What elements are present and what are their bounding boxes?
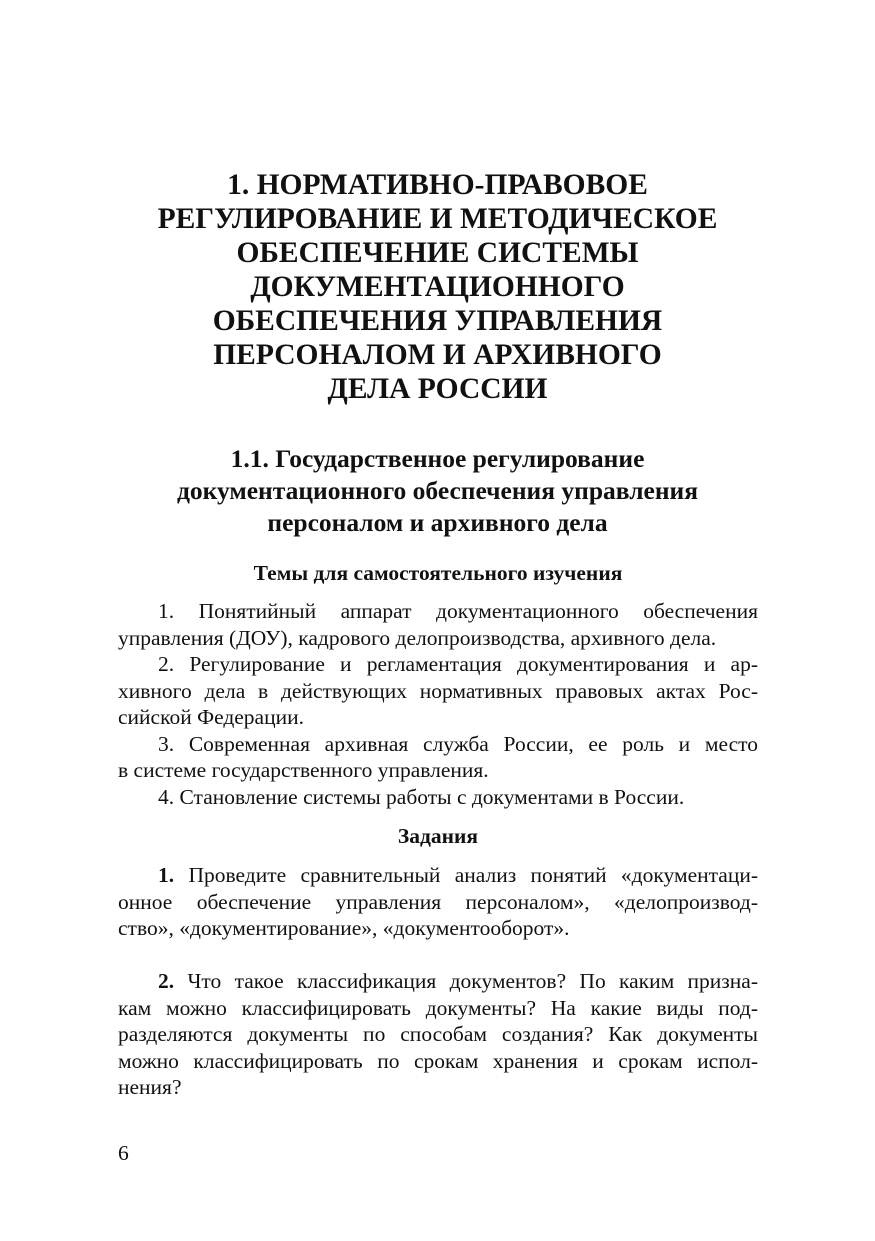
section-title-line: 1.1. Государственное регулирование <box>230 444 645 473</box>
tasks-heading: Задания <box>397 824 479 848</box>
chapter-title-line: ПЕРСОНАЛОМ И АРХИВНОГО <box>213 339 662 371</box>
topic-line: сийской Федерации. <box>118 705 304 729</box>
task-1 <box>118 862 758 942</box>
task-number: 2. <box>158 969 175 993</box>
topic-line: 1. Понятийный аппарат документационного обеспечения <box>158 599 758 623</box>
chapter-title-line: 1. НОРМАТИВНО-ПРАВОВОЕ <box>227 169 648 201</box>
task-text: Проведите сравнительный анализ понятий «документаци- <box>188 863 758 887</box>
task-line: разделяются документы по способам создания? Как документы <box>118 1022 758 1046</box>
task-line: онное обеспечение управления персоналом», «делопроизвод- <box>118 889 758 914</box>
page-number: 6 <box>118 1141 129 1165</box>
section-title <box>100 443 775 539</box>
chapter-title-line: ДОКУМЕНТАЦИОННОГО <box>250 271 625 303</box>
task-line <box>118 968 758 995</box>
topic-line: 2. Регулирование и регламентация документирования и ар- <box>158 652 758 676</box>
task-2 <box>118 968 758 1101</box>
topics-heading: Темы для самостоятельного изучения <box>253 561 623 585</box>
chapter-title-line: ОБЕСПЕЧЕНИЕ СИСТЕМЫ <box>236 237 639 269</box>
chapter-title <box>100 168 775 406</box>
task-line: кам можно классифицировать документы? На какие виды под- <box>118 995 758 1020</box>
task-line: ство», «документирование», «документооборот». <box>118 916 570 940</box>
topics-list <box>118 598 758 810</box>
topic-line: в системе государственного управления. <box>118 758 489 782</box>
task-line <box>118 862 758 889</box>
section-title-line: персоналом и архивного дела <box>267 508 608 537</box>
task-number: 1. <box>158 863 175 887</box>
section-title-line: документационного обеспечения управления <box>176 476 699 505</box>
chapter-title-line: РЕГУЛИРОВАНИЕ И МЕТОДИЧЕСКОЕ <box>157 203 718 235</box>
chapter-title-line: ОБЕСПЕЧЕНИЯ УПРАВЛЕНИЯ <box>212 305 663 337</box>
task-line: нения? <box>118 1075 182 1099</box>
topic-line: хивного дела в действующих нормативных правовых актах Рос- <box>118 678 758 703</box>
chapter-title-line: ДЕЛА РОССИИ <box>327 373 548 405</box>
task-line: можно классифицировать по срокам хранения и срокам испол- <box>118 1048 758 1073</box>
topic-line: 3. Современная архивная служба России, ее роль и место <box>158 731 758 756</box>
topic-line: 4. Становление системы работы с документами в России. <box>158 784 685 809</box>
topic-line: управления (ДОУ), кадрового делопроизводства, архивного дела. <box>118 625 717 650</box>
task-text: Что такое классификация документов? По каким призна- <box>187 969 758 993</box>
